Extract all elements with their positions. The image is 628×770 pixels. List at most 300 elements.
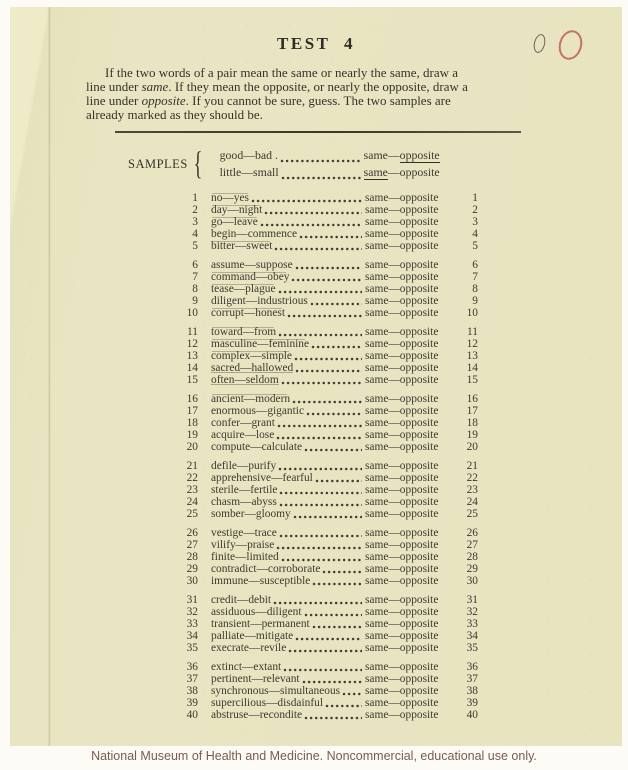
test-item-row	[160, 551, 478, 563]
answer-opposite: opposite	[399, 709, 439, 721]
answer-dash: —	[388, 551, 400, 563]
word-pair: contradict—corroborate	[211, 563, 321, 575]
dotted-leader	[260, 216, 362, 228]
item-number-left: 11	[187, 326, 198, 338]
item-number-left: 40	[186, 709, 198, 721]
answer-dash: —	[388, 661, 400, 673]
answer-dash: —	[388, 673, 400, 685]
word-pair: execrate—revile	[211, 642, 287, 654]
word-pair: sacred—hallowed	[211, 362, 294, 374]
answer-dash: —	[388, 606, 400, 618]
dotted-leader	[276, 539, 362, 551]
dotted-leader	[281, 374, 362, 386]
answer-options	[365, 326, 445, 338]
item-number-left: 18	[186, 417, 198, 429]
answer-dash: —	[388, 362, 400, 374]
answer-dash: —	[388, 618, 400, 630]
dotted-leader	[273, 594, 362, 606]
dotted-leader	[279, 527, 362, 539]
item-number-right: 26	[466, 527, 478, 539]
answer-dash: —	[388, 484, 400, 496]
answer-same: same	[365, 441, 389, 453]
answer-same: same	[365, 295, 389, 307]
answer-opposite: opposite	[399, 472, 439, 484]
answer-opposite: opposite	[399, 575, 439, 587]
item-number-left: 27	[186, 539, 198, 551]
test-item-row	[160, 204, 478, 216]
answer-options	[365, 673, 445, 685]
word-pair: bitter—sweet	[211, 240, 273, 252]
answer-same: same	[365, 472, 389, 484]
answer-dash: —	[388, 630, 400, 642]
answer-dash: —	[388, 393, 400, 405]
answer-same: same	[365, 697, 389, 709]
answer-same: same	[365, 551, 389, 563]
word-pair: diligent—industrious	[211, 295, 308, 307]
dotted-leader	[325, 697, 362, 709]
answer-opposite: opposite	[399, 295, 439, 307]
answer-opposite: opposite	[399, 441, 439, 453]
answer-options	[364, 164, 444, 181]
answer-options	[365, 539, 445, 551]
item-number-left: 39	[186, 697, 198, 709]
test-item-row	[160, 283, 478, 295]
answer-same: same	[365, 594, 389, 606]
item-number-right: 18	[466, 417, 478, 429]
answer-dash: —	[388, 271, 400, 283]
test-item-row	[160, 618, 478, 630]
dotted-leader	[288, 642, 362, 654]
item-number-left: 25	[186, 508, 198, 520]
samples-section	[128, 147, 622, 181]
answer-options	[365, 393, 445, 405]
answer-dash: —	[388, 685, 400, 697]
item-group	[160, 326, 478, 386]
dotted-leader	[281, 551, 362, 563]
answer-same: same	[365, 539, 389, 551]
italic-word-opposite: opposite	[141, 93, 186, 108]
answer-options	[365, 551, 445, 563]
test-item-row	[160, 240, 478, 252]
answer-options	[365, 228, 445, 240]
item-number-left: 13	[186, 350, 198, 362]
item-number-left: 34	[186, 630, 198, 642]
word-pair: vilify—praise	[211, 539, 275, 551]
test-item-row	[160, 350, 478, 362]
item-number-right: 30	[466, 575, 478, 587]
test-item-row	[160, 429, 478, 441]
dotted-leader	[279, 484, 362, 496]
word-pair: go—leave	[211, 216, 258, 228]
answer-same: same	[365, 393, 389, 405]
answer-opposite: opposite	[399, 563, 439, 575]
word-pair: masculine—feminine	[211, 338, 310, 350]
word-pair: enormous—gigantic	[211, 405, 305, 417]
item-number-left: 28	[186, 551, 198, 563]
item-number-left: 23	[186, 484, 198, 496]
answer-options	[365, 575, 445, 587]
item-number-left: 17	[186, 405, 198, 417]
item-number-left: 20	[186, 441, 198, 453]
test-item-row	[160, 673, 478, 685]
word-pair: pertinent—relevant	[211, 673, 300, 685]
answer-dash: —	[388, 539, 400, 551]
test-item-row	[160, 594, 478, 606]
test-item-row	[160, 374, 478, 386]
answer-same: same	[365, 606, 389, 618]
answer-opposite: opposite	[399, 539, 439, 551]
answer-options	[365, 192, 445, 204]
answer-opposite: opposite	[399, 228, 439, 240]
item-number-right: 39	[466, 697, 478, 709]
answer-same: same	[365, 673, 389, 685]
dotted-leader	[264, 204, 362, 216]
word-pair: corrupt—honest	[211, 307, 286, 319]
dotted-leader	[293, 508, 362, 520]
answer-options	[365, 606, 445, 618]
word-pair: assiduous—diligent	[211, 606, 302, 618]
test-item-row	[160, 271, 478, 283]
dotted-leader	[304, 606, 363, 618]
word-pair: apprehensive—fearful	[211, 472, 313, 484]
answer-options	[365, 307, 445, 319]
word-pair: sterile—fertile	[211, 484, 278, 496]
instructions-line-3: line under opposite. If you cannot be sure, guess. The two samples are	[86, 93, 451, 108]
test-item-row	[160, 527, 478, 539]
answer-dash: —	[388, 216, 400, 228]
answer-opposite: opposite	[399, 326, 439, 338]
item-number-right: 14	[466, 362, 478, 374]
answer-opposite: opposite	[399, 606, 439, 618]
item-number-right: 6	[472, 259, 478, 271]
answer-same: same	[365, 362, 389, 374]
item-number-left: 31	[186, 594, 198, 606]
answer-dash: —	[388, 496, 400, 508]
word-pair: immune—susceptible	[211, 575, 311, 587]
page-fold-line	[48, 7, 51, 746]
answer-same: same	[365, 563, 389, 575]
item-number-right: 9	[472, 295, 478, 307]
item-number-left: 24	[186, 496, 198, 508]
item-group	[160, 527, 478, 587]
answer-same: same	[365, 228, 389, 240]
answer-opposite: opposite	[399, 460, 439, 472]
item-number-left: 33	[186, 618, 198, 630]
test-item-row	[160, 417, 478, 429]
item-number-left: 37	[186, 673, 198, 685]
answer-options	[365, 484, 445, 496]
answer-dash: —	[388, 563, 400, 575]
dotted-leader	[295, 259, 362, 271]
test-item-row	[160, 685, 478, 697]
answer-same: same	[365, 575, 389, 587]
test-item-row	[160, 496, 478, 508]
answer-options	[365, 240, 445, 252]
item-number-left: 3	[192, 216, 198, 228]
test-item-row	[160, 460, 478, 472]
answer-same: same	[365, 618, 389, 630]
item-number-right: 7	[472, 271, 478, 283]
answer-opposite: opposite	[399, 417, 439, 429]
answer-options	[365, 374, 445, 386]
answer-opposite: opposite	[399, 165, 440, 179]
dotted-leader	[315, 472, 362, 484]
answer-opposite: opposite	[399, 673, 439, 685]
item-number-left: 38	[186, 685, 198, 697]
test-item-row	[160, 228, 478, 240]
answer-dash: —	[388, 441, 400, 453]
item-number-right: 15	[466, 374, 478, 386]
answer-dash: —	[388, 240, 400, 252]
answer-same: same	[365, 417, 389, 429]
answer-options	[365, 441, 445, 453]
answer-same: same	[365, 429, 389, 441]
word-pair: supercilious—disdainful	[211, 697, 323, 709]
item-number-left: 22	[186, 472, 198, 484]
item-number-right: 31	[466, 594, 478, 606]
answer-opposite: opposite	[399, 551, 439, 563]
item-number-left: 2	[192, 204, 198, 216]
answer-opposite: opposite	[399, 429, 439, 441]
word-pair: abstruse—recondite	[211, 709, 303, 721]
dotted-leader	[278, 326, 362, 338]
item-number-right: 8	[472, 283, 478, 295]
answer-dash: —	[388, 228, 400, 240]
dotted-leader	[306, 405, 362, 417]
answer-same: same	[365, 204, 389, 216]
word-pair: day—night	[211, 204, 263, 216]
answer-dash: —	[387, 148, 400, 162]
answer-options	[365, 259, 445, 271]
answer-dash: —	[388, 417, 400, 429]
samples-rows	[207, 147, 444, 181]
answer-opposite: opposite	[399, 405, 439, 417]
answer-dash: —	[388, 307, 400, 319]
dotted-leader	[311, 338, 362, 350]
test-item-row	[160, 295, 478, 307]
answer-dash: —	[388, 429, 400, 441]
item-number-right: 19	[466, 429, 478, 441]
dotted-leader	[312, 618, 362, 630]
answer-options	[365, 618, 445, 630]
dotted-leader	[310, 295, 362, 307]
answer-opposite: opposite	[399, 307, 439, 319]
dotted-leader	[292, 393, 362, 405]
test-item-row	[160, 405, 478, 417]
item-number-left: 21	[186, 460, 198, 472]
answer-options	[365, 697, 445, 709]
answer-dash: —	[388, 709, 400, 721]
italic-word-same: same	[141, 79, 169, 94]
dotted-leader	[277, 417, 362, 429]
item-number-right: 17	[466, 405, 478, 417]
item-number-right: 29	[466, 563, 478, 575]
item-number-right: 21	[466, 460, 478, 472]
answer-same: same	[365, 283, 389, 295]
answer-dash: —	[388, 204, 400, 216]
answer-options	[365, 630, 445, 642]
item-number-right: 5	[472, 240, 478, 252]
answer-same: same	[365, 642, 389, 654]
answer-opposite: opposite	[399, 661, 439, 673]
word-pair: acquire—lose	[211, 429, 275, 441]
dotted-leader	[295, 630, 362, 642]
archive-footer-text: National Museum of Health and Medicine. Noncommercial, educational use only.	[91, 749, 537, 763]
word-pair: ancient—modern	[211, 393, 291, 405]
item-number-left: 35	[186, 642, 198, 654]
dotted-leader	[283, 661, 362, 673]
answer-dash: —	[388, 527, 400, 539]
dotted-leader	[302, 673, 362, 685]
answer-opposite: opposite	[399, 374, 439, 386]
answer-opposite: opposite	[399, 642, 439, 654]
word-pair: often—seldom	[211, 374, 279, 386]
answer-opposite: opposite	[399, 148, 440, 162]
item-group	[160, 393, 478, 453]
dotted-leader	[295, 362, 362, 374]
item-number-right: 33	[466, 618, 478, 630]
dotted-leader	[276, 429, 362, 441]
test-item-row	[160, 697, 478, 709]
answer-dash: —	[388, 192, 400, 204]
answer-opposite: opposite	[399, 496, 439, 508]
item-number-right: 37	[466, 673, 478, 685]
answer-dash: —	[388, 472, 400, 484]
answer-options	[365, 295, 445, 307]
item-number-right: 2	[472, 204, 478, 216]
dotted-leader	[287, 307, 362, 319]
answer-same: same	[365, 192, 389, 204]
item-number-right: 3	[472, 216, 478, 228]
item-number-right: 40	[466, 709, 478, 721]
item-number-right: 28	[466, 551, 478, 563]
answer-opposite: opposite	[399, 240, 439, 252]
word-pair: palliate—mitigate	[211, 630, 294, 642]
answer-options	[365, 405, 445, 417]
answer-same: same	[365, 527, 389, 539]
item-group	[160, 192, 478, 252]
dotted-leader	[304, 441, 362, 453]
answer-opposite: opposite	[399, 594, 439, 606]
answer-dash: —	[388, 575, 400, 587]
word-pair: little—small	[219, 165, 279, 179]
dotted-leader	[251, 192, 362, 204]
answer-opposite: opposite	[399, 527, 439, 539]
dotted-leader	[278, 460, 362, 472]
word-pair: tease—plague	[211, 283, 276, 295]
answer-dash: —	[388, 295, 400, 307]
item-number-right: 10	[466, 307, 478, 319]
answer-options	[365, 709, 445, 721]
word-pair: good—bad .	[219, 148, 278, 162]
dotted-leader	[312, 575, 362, 587]
instructions-line-2: line under same. If they mean the opposite, or nearly the opposite, draw a	[86, 79, 468, 94]
page-title: TEST 4	[277, 34, 355, 53]
answer-options	[365, 204, 445, 216]
answer-same: same	[365, 630, 389, 642]
test-item-row	[160, 642, 478, 654]
dotted-leader	[299, 228, 362, 240]
test-item-row	[160, 709, 478, 721]
instructions-line-4: already marked as they should be.	[86, 107, 263, 122]
answer-same: same	[365, 259, 389, 271]
answer-same: same	[365, 496, 389, 508]
answer-dash: —	[388, 259, 400, 271]
answer-options	[365, 338, 445, 350]
answer-dash: —	[387, 165, 400, 179]
word-pair: compute—calculate	[211, 441, 303, 453]
word-pair: defile—purify	[211, 460, 277, 472]
word-pair: credit—debit	[211, 594, 272, 606]
word-pair: somber—gloomy	[211, 508, 291, 520]
word-pair: extinct—extant	[211, 661, 282, 673]
test-item-row	[160, 307, 478, 319]
answer-dash: —	[388, 460, 400, 472]
sample-row	[207, 164, 444, 181]
item-number-right: 13	[466, 350, 478, 362]
item-number-left: 1	[192, 192, 198, 204]
answer-opposite: opposite	[399, 271, 439, 283]
item-number-right: 22	[466, 472, 478, 484]
answer-options	[365, 508, 445, 520]
answer-same: same	[365, 661, 389, 673]
answer-options	[365, 216, 445, 228]
answer-opposite: opposite	[399, 192, 439, 204]
test-item-row	[160, 472, 478, 484]
test-item-row	[160, 575, 478, 587]
item-number-right: 23	[466, 484, 478, 496]
answer-options	[365, 496, 445, 508]
answer-options	[365, 460, 445, 472]
word-pair: transient—permanent	[211, 618, 310, 630]
item-number-left: 16	[186, 393, 198, 405]
dotted-leader	[279, 496, 362, 508]
answer-same: same	[365, 374, 389, 386]
word-pair: chasm—abyss	[211, 496, 277, 508]
answer-same: same	[365, 460, 389, 472]
word-pair: finite—limited	[211, 551, 279, 563]
answer-same: same	[365, 326, 389, 338]
dotted-leader	[278, 283, 362, 295]
answer-dash: —	[388, 697, 400, 709]
answer-opposite: opposite	[399, 283, 439, 295]
answer-dash: —	[388, 350, 400, 362]
test-item-row	[160, 563, 478, 575]
answer-same: same	[365, 350, 389, 362]
dotted-leader	[342, 685, 362, 697]
item-number-left: 10	[186, 307, 198, 319]
answer-options	[364, 147, 444, 164]
answer-options	[365, 685, 445, 697]
answer-opposite: opposite	[399, 259, 439, 271]
item-number-left: 32	[186, 606, 198, 618]
item-number-right: 38	[466, 685, 478, 697]
word-pair: synchronous—simultaneous	[211, 685, 341, 697]
item-number-right: 20	[466, 441, 478, 453]
test-item-row	[160, 192, 478, 204]
dotted-leader	[281, 164, 361, 181]
test-items-list	[160, 192, 478, 721]
answer-same: same	[365, 240, 389, 252]
answer-opposite: opposite	[399, 508, 439, 520]
scanned-test-page	[10, 7, 622, 746]
answer-options	[365, 362, 445, 374]
answer-dash: —	[388, 283, 400, 295]
answer-options	[365, 527, 445, 539]
answer-dash: —	[388, 405, 400, 417]
answer-options	[365, 350, 445, 362]
answer-opposite: opposite	[399, 618, 439, 630]
